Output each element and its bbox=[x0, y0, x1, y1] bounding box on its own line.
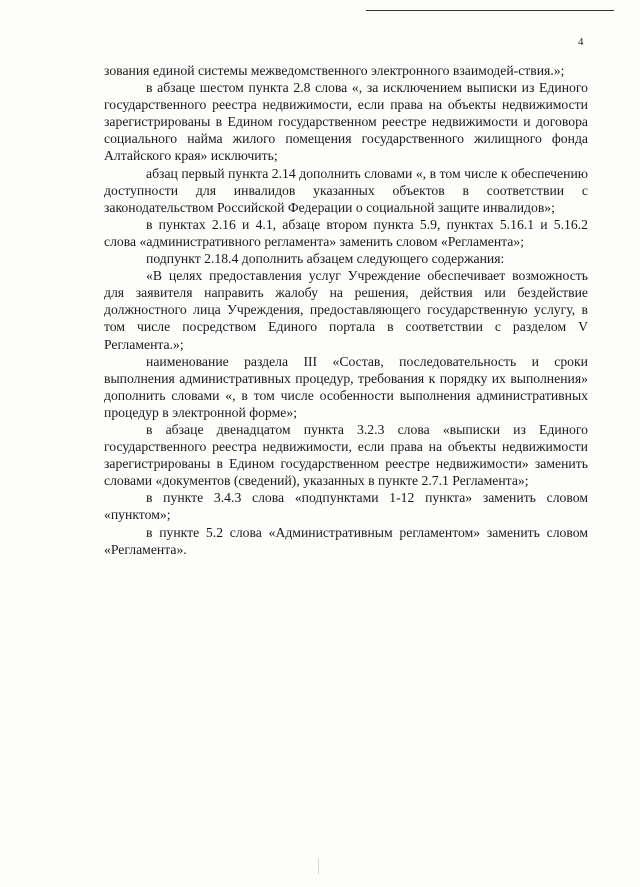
paragraph-item: абзац первый пункта 2.14 дополнить словами «, в том числе к обеспечению доступности для инвалидов указанных объектов в соответствии с законодательством Российской Федерации о социальной защите инвалидов»; bbox=[104, 165, 588, 215]
paragraph-item: в пункте 5.2 слова «Административным регламентом» заменить словом «Регламента». bbox=[104, 524, 588, 557]
page-number: 4 bbox=[578, 36, 584, 48]
paragraph-item: подпункт 2.18.4 дополнить абзацем следующего содержания: bbox=[146, 251, 505, 267]
scan-artifact bbox=[318, 858, 319, 874]
paragraph-continuation: зования единой системы межведомственного электронного взаимодей-ствия.»; bbox=[104, 63, 565, 78]
paragraph-item: в абзаце шестом пункта 2.8 слова «, за исключением выписки из Единого государственного реестра недвижимости, если права на объекты недвижимости зарегистрированы в Едином государственном реестре недвижимости и договора социального найма жилого помещения государственного жилищного фонда Алтайского края» исключить; bbox=[104, 80, 588, 164]
paragraph-item: в пунктах 2.16 и 4.1, абзаце втором пункта 5.9, пунктах 5.16.1 и 5.16.2 слова «административного регламента» заменить словом «Регламента»; bbox=[104, 216, 588, 249]
document-body bbox=[104, 62, 588, 558]
paragraph-item: в абзаце двенадцатом пункта 3.2.3 слова «выписки из Единого государственного реестра недвижимости, если права на объекты недвижимости зарегистрированы в Едином государственном реестре недвижимости» заменить словами «документов (сведений), указанных в пункте 2.7.1 Регламента»; bbox=[104, 421, 588, 489]
header-rule bbox=[366, 10, 614, 11]
paragraph-quote: «В целях предоставления услуг Учреждение обеспечивает возможность для заявителя направить жалобу на решения, действия или бездействие должностного лица Учреждения, предоставляющего государственную услугу, в том числе посредством Единого портала в соответствии с разделом V Регламента.»; bbox=[104, 268, 588, 352]
paragraph-item: в пункте 3.4.3 слова «подпунктами 1-12 пункта» заменить словом «пунктом»; bbox=[104, 490, 588, 523]
paragraph-item: наименование раздела III «Состав, последовательность и сроки выполнения административных процедур, требования к порядку их выполнения» дополнить словами «, в том числе особенности выполнения административных процедур в электронной форме»; bbox=[104, 353, 588, 420]
